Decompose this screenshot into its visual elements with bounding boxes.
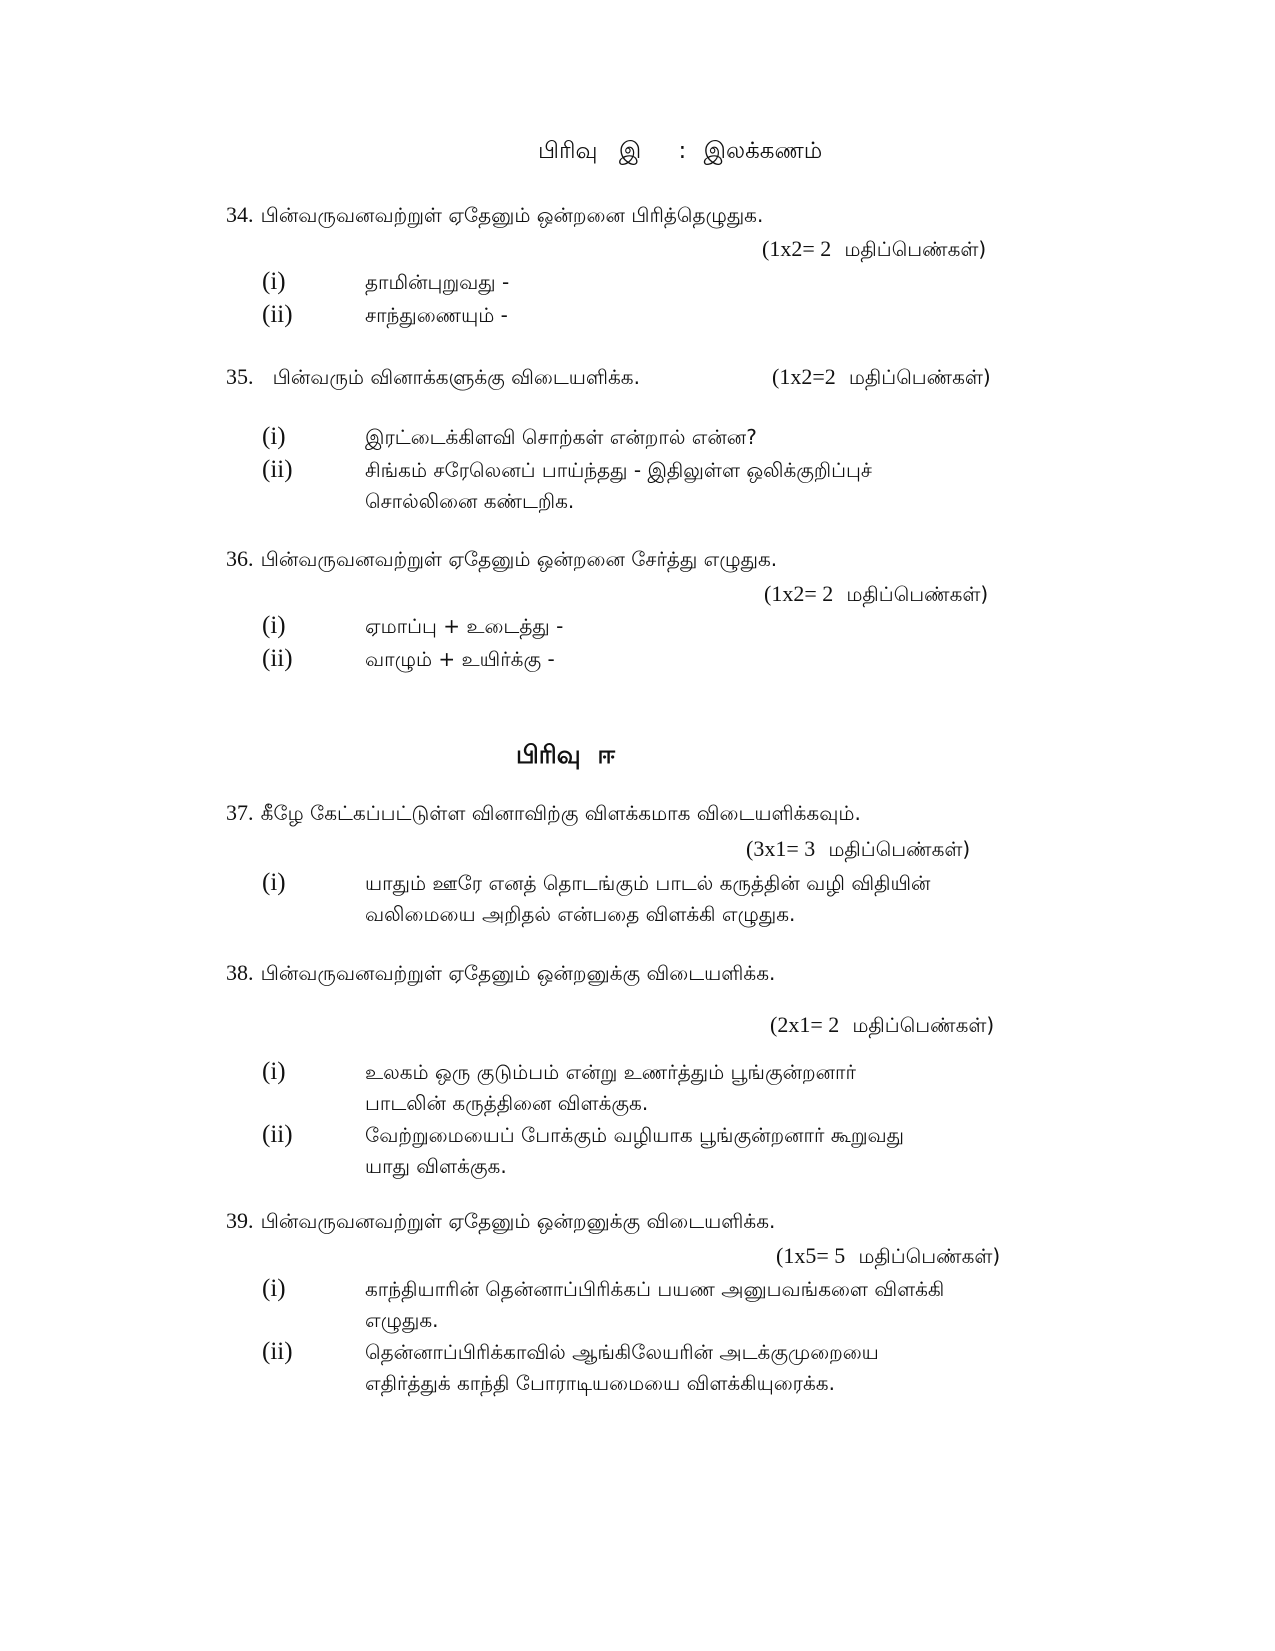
marks-word: மதிப்பெண்கள்) xyxy=(844,237,987,261)
question-number: 39. xyxy=(226,1208,254,1233)
marks-39 xyxy=(776,1243,1000,1271)
marks-35 xyxy=(772,364,991,392)
option-label: (ii) xyxy=(262,456,293,483)
option-label: (ii) xyxy=(262,301,293,328)
option-label: (i) xyxy=(262,1275,286,1302)
question-35 xyxy=(226,364,640,392)
question-text: பின்வரும் வினாக்களுக்கு விடையளிக்க. xyxy=(272,365,640,389)
option-label: (ii) xyxy=(262,1338,293,1365)
option-label: (i) xyxy=(262,1058,286,1085)
marks-38 xyxy=(770,1012,994,1040)
option-text-continued: வலிமையை அறிதல் என்பதை விளக்கி எழுதுக. xyxy=(365,902,796,926)
section-title: இலக்கணம் xyxy=(703,138,823,164)
marks-word: மதிப்பெண்கள்) xyxy=(848,365,991,389)
section-c-heading xyxy=(538,138,822,167)
question-text: பின்வருவனவற்றுள் ஏதேனும் ஒன்றனை சேர்த்து எழுதுக. xyxy=(260,547,778,571)
question-number: 34. xyxy=(226,202,254,227)
option-text-continued: எழுதுக. xyxy=(365,1308,439,1332)
section-label: பிரிவு xyxy=(516,740,581,769)
option-text: காந்தியாரின் தென்னாப்பிரிக்கப் பயண அனுபவங்களை விளக்கி xyxy=(365,1277,945,1301)
question-34 xyxy=(226,202,763,230)
option-text: இரட்டைக்கிளவி சொற்கள் என்றால் என்ன? xyxy=(365,425,757,449)
option-text: சிங்கம் சரேலெனப் பாய்ந்தது - இதிலுள்ள ஒலிக்குறிப்புச் xyxy=(365,458,872,482)
option-text: சாந்துணையும் - xyxy=(365,303,508,327)
marks-word: மதிப்பெண்கள்) xyxy=(846,582,989,606)
option-text: தாமின்புறுவது - xyxy=(365,270,510,294)
option-text: வாழும் + உயிர்க்கு - xyxy=(365,647,555,671)
marks-word: மதிப்பெண்கள்) xyxy=(852,1013,995,1037)
marks-formula: (1x2= 2 xyxy=(762,236,832,261)
marks-formula: (1x5= 5 xyxy=(776,1243,846,1268)
question-text: கீழே கேட்கப்பட்டுள்ள வினாவிற்கு விளக்கமாக விடையளிக்கவும். xyxy=(260,801,861,825)
option-label: (i) xyxy=(262,268,286,295)
option-text: உலகம் ஒரு குடும்பம் என்று உணர்த்தும் பூங்குன்றனார் xyxy=(365,1060,856,1084)
option-label: (i) xyxy=(262,869,286,896)
marks-formula: (1x2=2 xyxy=(772,364,836,389)
option-text: யாதும் ஊரே எனத் தொடங்கும் பாடல் கருத்தின் வழி விதியின் xyxy=(365,871,931,895)
option-text-continued: எதிர்த்துக் காந்தி போராடியமையை விளக்கியுரைக்க. xyxy=(365,1371,835,1395)
question-text: பின்வருவனவற்றுள் ஏதேனும் ஒன்றனுக்கு விடையளிக்க. xyxy=(260,961,776,985)
option-label: (ii) xyxy=(262,1121,293,1148)
option-label: (i) xyxy=(262,612,286,639)
option-label: (i) xyxy=(262,423,286,450)
question-number: 36. xyxy=(226,546,254,571)
question-text: பின்வருவனவற்றுள் ஏதேனும் ஒன்றனுக்கு விடையளிக்க. xyxy=(260,1209,776,1233)
marks-37 xyxy=(746,836,970,864)
marks-word: மதிப்பெண்கள்) xyxy=(858,1244,1001,1268)
question-number: 38. xyxy=(226,960,254,985)
marks-formula: (3x1= 3 xyxy=(746,836,816,861)
marks-word: மதிப்பெண்கள்) xyxy=(828,837,971,861)
option-text: வேற்றுமையைப் போக்கும் வழியாக பூங்குன்றனார் கூறுவது xyxy=(365,1123,905,1147)
question-37 xyxy=(226,800,861,828)
option-text-continued: சொல்லினை கண்டறிக. xyxy=(365,489,575,513)
option-text-continued: பாடலின் கருத்தினை விளக்குக. xyxy=(365,1091,649,1115)
question-number: 35. xyxy=(226,364,254,389)
question-39 xyxy=(226,1208,775,1236)
section-d-heading xyxy=(516,740,615,773)
question-text: பின்வருவனவற்றுள் ஏதேனும் ஒன்றனை பிரித்தெழுதுக. xyxy=(260,203,764,227)
section-label: பிரிவு xyxy=(538,138,598,164)
question-36 xyxy=(226,546,777,574)
option-text: தென்னாப்பிரிக்காவில் ஆங்கிலேயரின் அடக்குமுறையை xyxy=(365,1340,879,1364)
section-letter: ஈ xyxy=(597,740,616,769)
marks-formula: (2x1= 2 xyxy=(770,1012,840,1037)
marks-36 xyxy=(764,581,988,609)
option-text-continued: யாது விளக்குக. xyxy=(365,1154,507,1178)
question-38 xyxy=(226,960,775,988)
marks-formula: (1x2= 2 xyxy=(764,581,834,606)
section-colon: : xyxy=(678,138,687,164)
section-letter: இ xyxy=(618,138,642,164)
option-label: (ii) xyxy=(262,645,293,672)
option-text: ஏமாப்பு + உடைத்து - xyxy=(365,614,564,638)
question-number: 37. xyxy=(226,800,254,825)
marks-34 xyxy=(762,236,986,264)
